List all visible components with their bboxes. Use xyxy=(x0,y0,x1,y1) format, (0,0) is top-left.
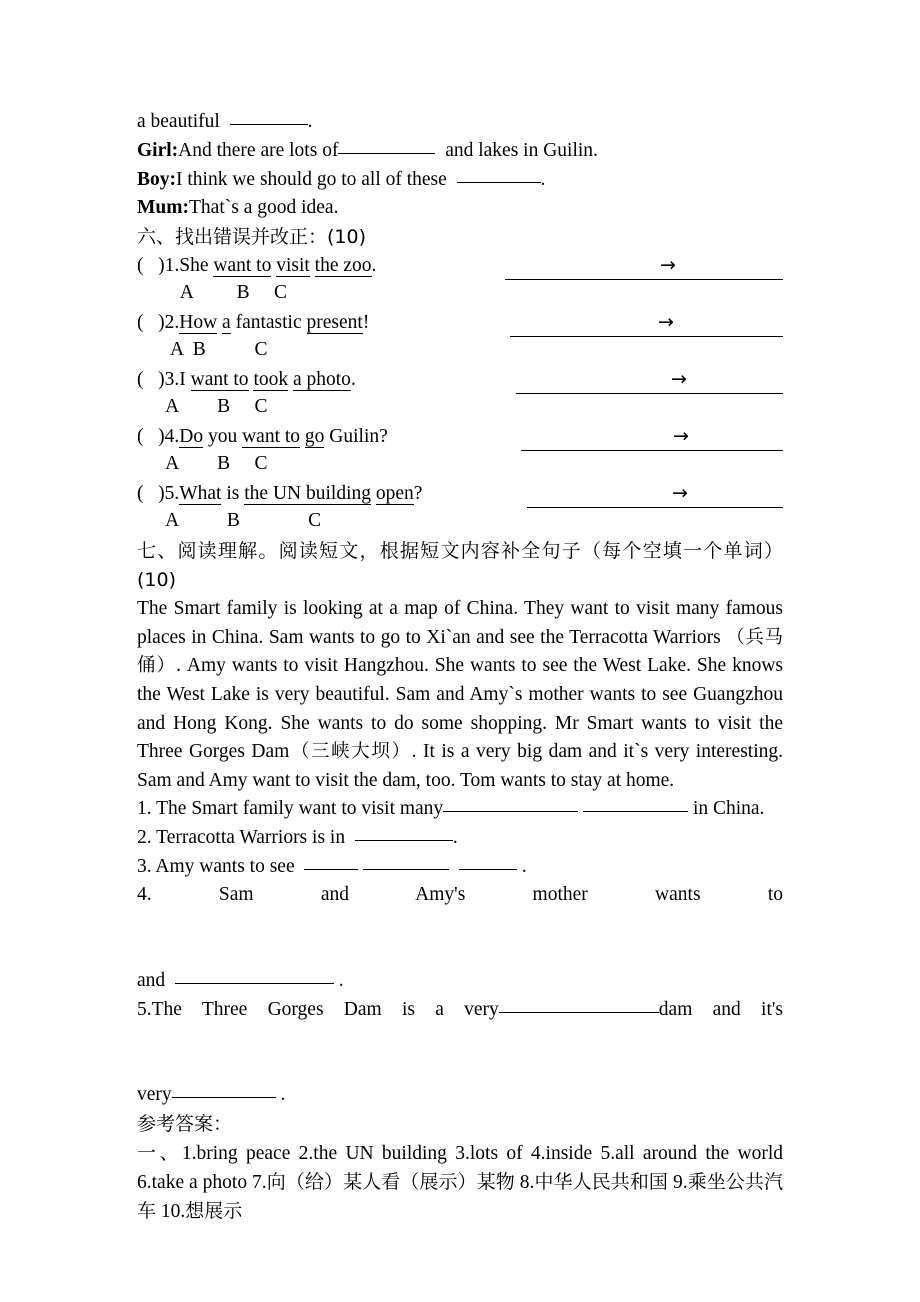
comprehension-question-line xyxy=(137,881,783,967)
answer-blank[interactable] xyxy=(457,168,541,183)
comprehension-question-line xyxy=(137,967,783,996)
dialogue-speaker: Boy: xyxy=(137,168,176,190)
answer-blank[interactable] xyxy=(583,797,688,812)
answer-blank[interactable] xyxy=(459,855,517,870)
underlined-choice[interactable]: want to xyxy=(190,369,249,391)
underlined-choice[interactable]: want to xyxy=(213,255,272,277)
error-correction-item xyxy=(137,423,783,480)
dialogue-line xyxy=(137,108,783,137)
dialogue-speaker: Girl: xyxy=(137,139,179,161)
answer-key-heading-text: 参考答案： xyxy=(137,1112,233,1135)
question-text: . xyxy=(452,826,458,848)
dialogue-text: . xyxy=(307,111,313,132)
correction-answer-line[interactable] xyxy=(527,480,783,508)
choice-labels: A B C xyxy=(137,282,288,304)
error-correction-sentence: ( )2.How a fantastic present! xyxy=(137,312,370,334)
underlined-choice[interactable]: What xyxy=(179,483,222,505)
answer-blank[interactable] xyxy=(363,855,449,870)
arrow-icon: → xyxy=(673,425,689,448)
question-text xyxy=(449,856,459,877)
dialogue-text: And there are lots of xyxy=(178,139,339,161)
correction-answer-line[interactable] xyxy=(516,366,783,394)
underlined-choice[interactable]: How xyxy=(179,312,218,334)
dialogue-text: a beautiful xyxy=(137,111,230,132)
answer-blank[interactable] xyxy=(355,826,453,841)
dialogue-text: That`s a good idea. xyxy=(189,197,339,219)
underlined-choice[interactable]: visit xyxy=(276,255,310,277)
arrow-icon: → xyxy=(660,254,676,277)
underlined-choice[interactable]: the zoo xyxy=(314,255,372,277)
underlined-choice[interactable]: Do xyxy=(179,426,204,448)
answer-key-heading xyxy=(137,1110,783,1139)
comprehension-question-line xyxy=(137,996,783,1082)
error-correction-item xyxy=(137,366,783,423)
choice-labels: A B C xyxy=(137,339,268,361)
dialogue-text: . xyxy=(540,168,546,190)
arrow-icon: → xyxy=(671,368,687,391)
error-correction-sentence: ( )5.What is the UN building open? xyxy=(137,483,423,505)
dialogue-text: and lakes in Guilin. xyxy=(435,139,598,161)
error-correction-item xyxy=(137,252,783,309)
answer-blank[interactable] xyxy=(499,998,659,1013)
dialogue-text: I think we should go to all of these xyxy=(176,168,457,190)
dialogue-line xyxy=(137,194,783,223)
comprehension-question-line xyxy=(137,824,783,853)
arrow-icon: → xyxy=(658,311,674,334)
question-text: . xyxy=(516,855,527,877)
question-text: 2. Terracotta Warriors is in xyxy=(137,826,355,848)
underlined-choice[interactable]: a xyxy=(222,312,231,334)
question-text: dam and it's xyxy=(658,998,783,1020)
underlined-choice[interactable]: want to xyxy=(242,426,301,448)
worksheet-page xyxy=(137,108,783,1226)
section-seven-heading-text: 七、阅读理解。阅读短文，根据短文内容补全句子（每个空填一个单词）(10) xyxy=(137,540,783,592)
question-text: . xyxy=(275,1084,286,1106)
error-correction-item xyxy=(137,480,783,537)
underlined-choice[interactable]: open xyxy=(375,483,414,505)
underlined-choice[interactable]: go xyxy=(304,426,325,448)
correction-answer-line[interactable] xyxy=(510,309,783,337)
underlined-choice[interactable]: took xyxy=(253,369,289,391)
question-text: 1. The Smart family want to visit many xyxy=(137,798,444,820)
error-correction-item xyxy=(137,309,783,366)
correction-answer-line[interactable] xyxy=(521,423,783,451)
answer-blank[interactable] xyxy=(304,855,358,870)
answer-blank[interactable] xyxy=(338,139,435,154)
section-six-heading xyxy=(137,223,783,252)
question-text: . xyxy=(333,969,344,991)
comprehension-question-line xyxy=(137,795,783,824)
dialogue-line xyxy=(137,166,783,195)
error-correction-sentence: ( )4.Do you want to go Guilin? xyxy=(137,426,388,448)
dialogue-line xyxy=(137,137,783,166)
question-text: in China. xyxy=(688,798,765,820)
section-six-heading-text: 六、找出错误并改正：(10) xyxy=(137,226,367,249)
answer-blank[interactable] xyxy=(443,797,578,812)
error-correction-sentence: ( )3.I want to took a photo. xyxy=(137,369,356,391)
reading-passage: The Smart family is looking at a map of China. They want to visit many famous places in China. Sam wants to go to Xi`an and see the Terracotta Warriors （兵马俑）. Amy wants to visit Hangzhou. She wants to see the West Lake. She knows the West Lake is very beautiful. Sam and Amy`s mother wants to see Guangzhou and Hong Kong. She wants to do some shopping. Mr Smart wants to visit the Three Gorges Dam（三峡大坝）. It is a very big dam and it`s very interesting. Sam and Amy want to visit the dam, too. Tom wants to stay at home. xyxy=(137,598,783,791)
underlined-choice[interactable]: the UN building xyxy=(244,483,371,505)
arrow-icon: → xyxy=(672,482,688,505)
underlined-choice[interactable]: present xyxy=(306,312,363,334)
answer-blank[interactable] xyxy=(172,1083,276,1098)
error-correction-sentence: ( )1.She want to visit the zoo. xyxy=(137,255,377,277)
underlined-choice[interactable]: a photo xyxy=(292,369,351,391)
section-seven-heading xyxy=(137,537,783,595)
question-text: very xyxy=(137,1084,172,1106)
choice-labels: A B C xyxy=(137,453,268,475)
question-text: 4. Sam and Amy's mother wants to xyxy=(137,884,783,906)
dialogue-block xyxy=(137,108,783,223)
choice-labels: A B C xyxy=(137,510,322,532)
question-text: 3. Amy wants to see xyxy=(137,855,305,877)
dialogue-speaker: Mum: xyxy=(137,197,189,219)
answer-key-body: 一、1.bring peace 2.the UN building 3.lots of 4.inside 5.all around the world 6.take a photo 7.向（给）某人看（展示）某物 8.中华人民共和国 9.乘坐公共汽车 10.想展示 xyxy=(137,1141,784,1222)
comprehension-question-line xyxy=(137,853,783,882)
correction-answer-line[interactable] xyxy=(505,252,783,280)
choice-labels: A B C xyxy=(137,396,268,418)
answer-blank[interactable] xyxy=(230,110,308,125)
error-correction-list xyxy=(137,252,783,537)
comprehension-question-line xyxy=(137,1081,783,1110)
comprehension-questions xyxy=(137,795,783,1110)
answer-blank[interactable] xyxy=(175,969,334,984)
question-text: 5.The Three Gorges Dam is a very xyxy=(137,998,499,1020)
question-text: and xyxy=(137,969,175,991)
